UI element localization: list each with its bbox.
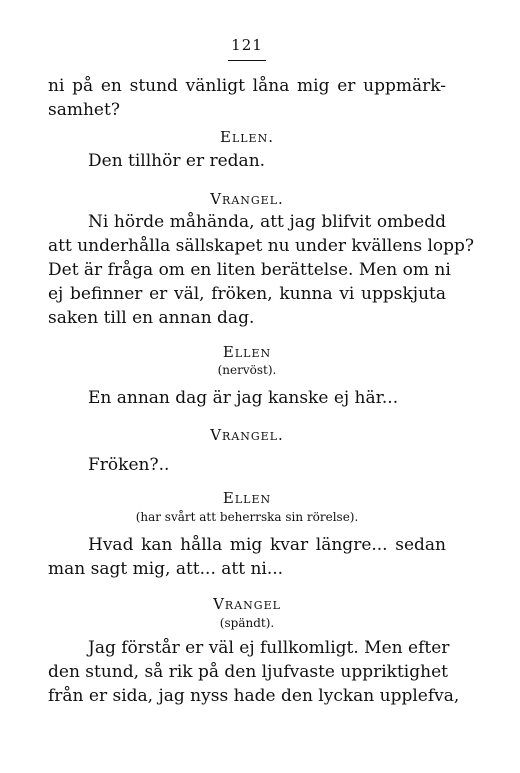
text-line: man sagt mig, att... att ni...	[48, 559, 284, 579]
stage-direction: (spändt).	[219, 616, 275, 630]
book-page	[48, 0, 475, 773]
dialogue-line: Den tillhör er redan.	[88, 151, 266, 171]
speaker-name: Vrangel.	[210, 426, 284, 444]
speaker-name: Vrangel	[213, 595, 281, 613]
text-line: samhet?	[48, 100, 120, 120]
dialogue-line: Fröken?..	[88, 455, 170, 475]
speaker-name: Ellen	[222, 343, 272, 361]
dialogue-line: Ni hörde måhända, att jag blifvit ombedd	[88, 212, 446, 232]
page-number: 121	[231, 36, 263, 54]
text-line: ej befinner er väl, fröken, kunna vi uppskjuta	[48, 284, 446, 304]
dialogue-line: Hvad kan hålla mig kvar längre... sedan	[88, 535, 446, 555]
stage-direction: (nervöst).	[217, 363, 277, 377]
dialogue-line: Jag förstår er väl ej fullkomligt. Men efter	[88, 638, 450, 658]
text-line: ni på en stund vänligt låna mig er uppmärk-	[48, 76, 446, 96]
page-number-rule	[228, 60, 266, 61]
text-line: från er sida, jag nyss hade den lyckan upplefva,	[48, 686, 460, 706]
speaker-name: Ellen	[222, 489, 272, 507]
text-line: att underhålla sällskapet nu under kvällens lopp?	[48, 236, 475, 256]
speaker-name: Ellen.	[220, 128, 274, 146]
text-line: Det är fråga om en liten berättelse. Men om ni	[48, 260, 451, 280]
dialogue-line: En annan dag är jag kanske ej här...	[88, 388, 399, 408]
text-line: den stund, så rik på den ljufvaste uppriktighet	[48, 662, 448, 682]
stage-direction: (har svårt att beherrska sin rörelse).	[135, 510, 359, 524]
text-line: saken till en annan dag.	[48, 308, 255, 328]
speaker-name: Vrangel.	[210, 190, 284, 208]
